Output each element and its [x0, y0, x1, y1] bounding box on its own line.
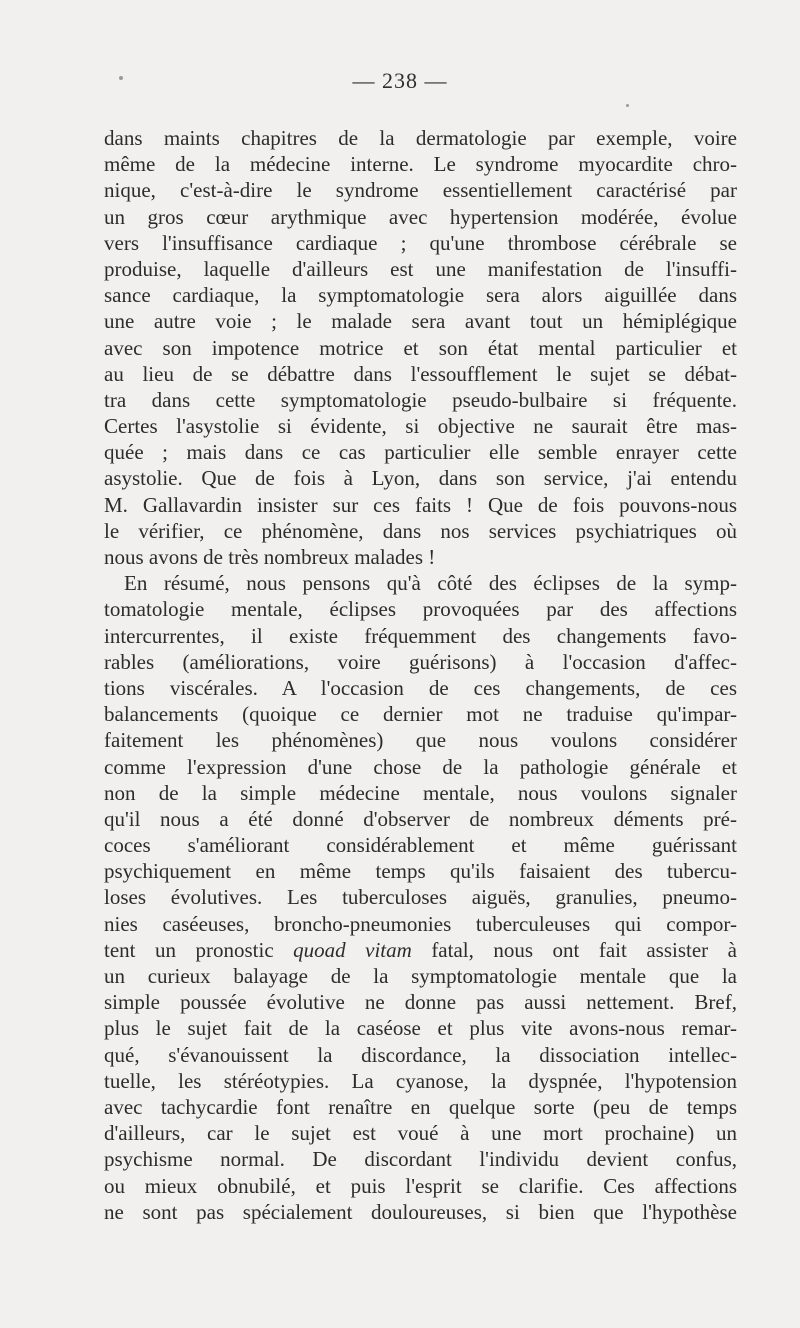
- text-line: comme l'expression d'une chose de la pathologie générale et: [104, 754, 737, 779]
- text-line: nous avons de très nombreux malades !: [104, 545, 436, 569]
- text-line: psychiquement en même temps qu'ils faisaient des tubercu-: [104, 859, 737, 884]
- text-line: tra dans cette symptomatologie pseudo-bulbaire si fréquente.: [104, 387, 737, 412]
- text-line: tomatologie mentale, éclipses provoquées par des affections: [104, 597, 737, 622]
- body-text: [104, 125, 737, 1225]
- text-line: un gros cœur arythmique avec hypertension modérée, évolue: [104, 204, 737, 229]
- text-line: psychisme normal. De discordant l'individu devient confus,: [104, 1147, 737, 1172]
- text-line: au lieu de se débattre dans l'essoufflement le sujet se débat-: [104, 361, 737, 386]
- text-line: asystolie. Que de fois à Lyon, dans son service, j'ai entendu: [104, 466, 737, 491]
- text-segment: tent un pronostic: [104, 937, 294, 962]
- text-line: simple poussée évolutive ne donne pas aussi nettement. Bref,: [104, 990, 737, 1015]
- latin-phrase: quoad vitam: [293, 937, 412, 962]
- text-line: le vérifier, ce phénomène, dans nos services psychiatriques où: [104, 518, 737, 543]
- text-line: produise, laquelle d'ailleurs est une manifestation de l'insuffi-: [104, 256, 737, 281]
- text-line: faitement les phénomènes) que nous voulons considérer: [104, 728, 737, 753]
- text-line: balancements (quoique ce dernier mot ne traduise qu'impar-: [104, 702, 737, 727]
- text-segment: fatal, nous ont fait assister à: [411, 937, 737, 962]
- text-line: Certes l'asystolie si évidente, si objective ne saurait être mas-: [104, 414, 737, 439]
- text-line: même de la médecine interne. Le syndrome myocardite chro-: [104, 152, 737, 177]
- text-line: plus le sujet fait de la caséose et plus vite avons-nous remar-: [104, 1016, 737, 1041]
- paper-speck: [626, 104, 629, 107]
- text-line: quée ; mais dans ce cas particulier elle semble enrayer cette: [104, 440, 737, 465]
- text-line: vers l'insuffisance cardiaque ; qu'une thrombose cérébrale se: [104, 230, 737, 255]
- text-line: [104, 937, 737, 963]
- text-line: avec son impotence motrice et son état mental particulier et: [104, 335, 737, 360]
- text-line: rables (améliorations, voire guérisons) à l'occasion d'affec-: [104, 649, 737, 674]
- text-line: ne sont pas spécialement douloureuses, si bien que l'hypothèse: [104, 1199, 737, 1224]
- text-line: non de la simple médecine mentale, nous voulons signaler: [104, 780, 737, 805]
- text-line: tuelle, les stéréotypies. La cyanose, la dyspnée, l'hypotension: [104, 1068, 737, 1093]
- text-line: nies caséeuses, broncho-pneumonies tuberculeuses qui compor-: [104, 911, 737, 936]
- text-line: dans maints chapitres de la dermatologie par exemple, voire: [104, 126, 737, 150]
- text-line: tions viscérales. A l'occasion de ces changements, de ces: [104, 675, 737, 700]
- text-line: d'ailleurs, car le sujet est voué à une mort prochaine) un: [104, 1121, 737, 1146]
- text-line: loses évolutives. Les tuberculoses aiguës, granulies, pneumo-: [104, 885, 737, 910]
- text-line: ou mieux obnubilé, et puis l'esprit se clarifie. Ces affections: [104, 1173, 737, 1198]
- text-line: un curieux balayage de la symptomatologie mentale que la: [104, 964, 737, 988]
- text-line: une autre voie ; le malade sera avant tout un hémiplégique: [104, 309, 737, 334]
- text-line: intercurrentes, il existe fréquemment des changements favo-: [104, 623, 737, 648]
- text-line: qué, s'évanouissent la discordance, la dissociation intellec-: [104, 1042, 737, 1067]
- page-number: — 238 —: [352, 68, 448, 93]
- text-line: avec tachycardie font renaître en quelque sorte (peu de temps: [104, 1094, 737, 1119]
- text-line: coces s'améliorant considérablement et même guérissant: [104, 833, 737, 858]
- text-line: nique, c'est-à-dire le syndrome essentiellement caractérisé par: [104, 178, 737, 203]
- text-line: En résumé, nous pensons qu'à côté des éclipses de la symp-: [124, 571, 737, 596]
- text-line: qu'il nous a été donné d'observer de nombreux déments pré-: [104, 806, 737, 831]
- text-line: sance cardiaque, la symptomatologie sera alors aiguillée dans: [104, 283, 737, 308]
- text-line: M. Gallavardin insister sur ces faits ! Que de fois pouvons-nous: [104, 492, 737, 517]
